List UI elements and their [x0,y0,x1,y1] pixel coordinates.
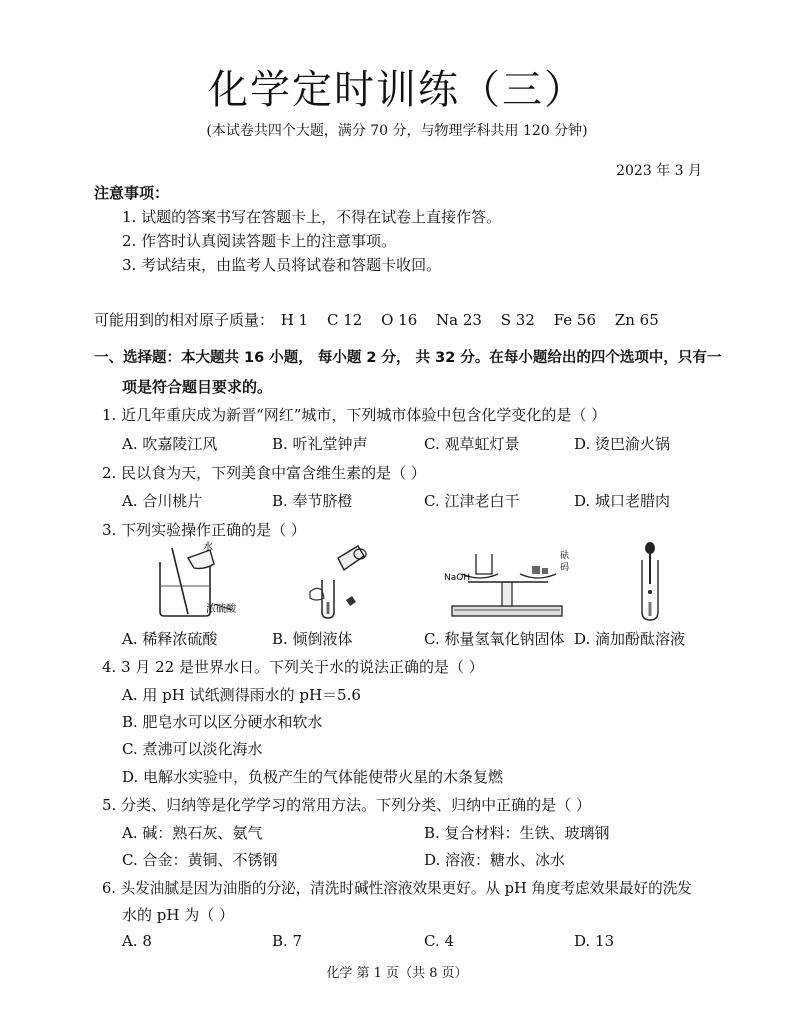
label-naoh: NaOH [444,573,471,583]
section-heading: 一、选择题：本大题共 16 小题， 每小题 2 分， 共 32 分。在每小题给出的四个选项中，只有一 [94,350,722,366]
q6-option-c: C. 4 [424,932,455,950]
q3-option-a: A. 稀释浓硫酸 [122,630,218,648]
q5-option-d: D. 溶液：糖水、冰水 [424,851,566,869]
q5-option-b: B. 复合材料：生铁、玻璃钢 [424,824,610,842]
q3-option-d: D. 滴加酚酞溶液 [574,630,686,648]
note-item: 2. 作答时认真阅读答题卡上的注意事项。 [122,232,397,250]
q2-option-b: B. 奉节脐橙 [272,492,353,510]
q1-option-d: D. 烫巴渝火锅 [574,435,671,453]
page-footer: 化学 第 1 页（共 8 页） [326,966,468,981]
atomic-masses-label: 可能用到的相对原子质量： [94,311,275,329]
atomic-mass-item: Zn 65 [614,311,659,329]
atomic-mass-item: O 16 [381,311,418,329]
label-weights: 砝 [560,551,570,561]
atomic-mass-item: Na 23 [436,311,482,329]
question-6-stem-cont: 水的 pH 为（ ） [122,906,234,924]
label-water: 水 [203,542,213,553]
question-6-stem: 6. 头发油腻是因为油脂的分泌，清洗时碱性溶液效果更好。从 pH 角度考虑效果最好的洗发 [102,880,692,897]
q4-option-a: A. 用 pH 试纸测得雨水的 pH＝5.6 [122,686,361,704]
question-5-stem: 5. 分类、归纳等是化学学习的常用方法。下列分类、归纳中正确的是（ ） [102,796,591,814]
atomic-masses [94,309,673,330]
q3-option-c: C. 称量氢氧化钠固体 [424,630,565,648]
question-1-stem: 1. 近几年重庆成为新晋“网红”城市，下列城市体验中包含化学变化的是（ ） [102,406,607,424]
figure-pour-liquid [300,540,380,620]
note-item: 3. 考试结束，由监考人员将试卷和答题卡收回。 [122,256,442,274]
q6-option-a: A. 8 [122,932,152,950]
q4-option-b: B. 肥皂水可以区分硬水和软水 [122,713,323,731]
exam-subtitle: (本试卷共四个大题，满分 70 分，与物理学科共用 120 分钟) [206,123,588,139]
figure-balance [440,540,580,622]
exam-date: 2023 年 3 月 [616,163,702,179]
q2-option-a: A. 合川桃片 [122,492,203,510]
q1-option-a: A. 吹嘉陵江风 [122,435,218,453]
q6-option-b: B. 7 [272,932,303,950]
note-item: 1. 试题的答案书写在答题卡上，不得在试卷上直接作答。 [122,208,502,226]
label-acid: 浓硫酸 [206,604,236,615]
q4-option-c: C. 煮沸可以淡化海水 [122,740,263,758]
atomic-mass-item: Fe 56 [553,311,597,329]
q6-option-d: D. 13 [574,932,615,950]
q1-option-b: B. 听礼堂钟声 [272,435,368,453]
q5-option-c: C. 合金：黄铜、不锈钢 [122,851,278,869]
page-title: 化学定时训练（三） [208,67,586,113]
q1-option-c: C. 观草虹灯景 [424,435,520,453]
notes-heading: 注意事项： [94,184,170,202]
label-weights-2: 码 [560,563,570,573]
q3-option-b: B. 倾倒液体 [272,630,353,648]
section-heading-cont: 项是符合题目要求的。 [122,378,273,396]
question-2-stem: 2. 民以食为天，下列美食中富含维生素的是（ ） [102,464,426,482]
question-3-stem: 3. 下列实验操作正确的是（ ） [102,521,306,539]
figure-dilute-acid [148,540,268,620]
atomic-mass-item: S 32 [500,311,535,329]
figure-dropper [620,540,680,622]
question-4-stem: 4. 3 月 22 是世界水日。下列关于水的说法正确的是（ ） [102,658,484,676]
atomic-mass-item: C 12 [326,311,363,329]
atomic-mass-item: H 1 [280,311,309,329]
q2-option-c: C. 江津老白干 [424,492,520,510]
q4-option-d: D. 电解水实验中，负极产生的气体能使带火星的木条复燃 [122,768,504,786]
q5-option-a: A. 碱：熟石灰、氨气 [122,824,263,842]
q2-option-d: D. 城口老腊肉 [574,492,671,510]
